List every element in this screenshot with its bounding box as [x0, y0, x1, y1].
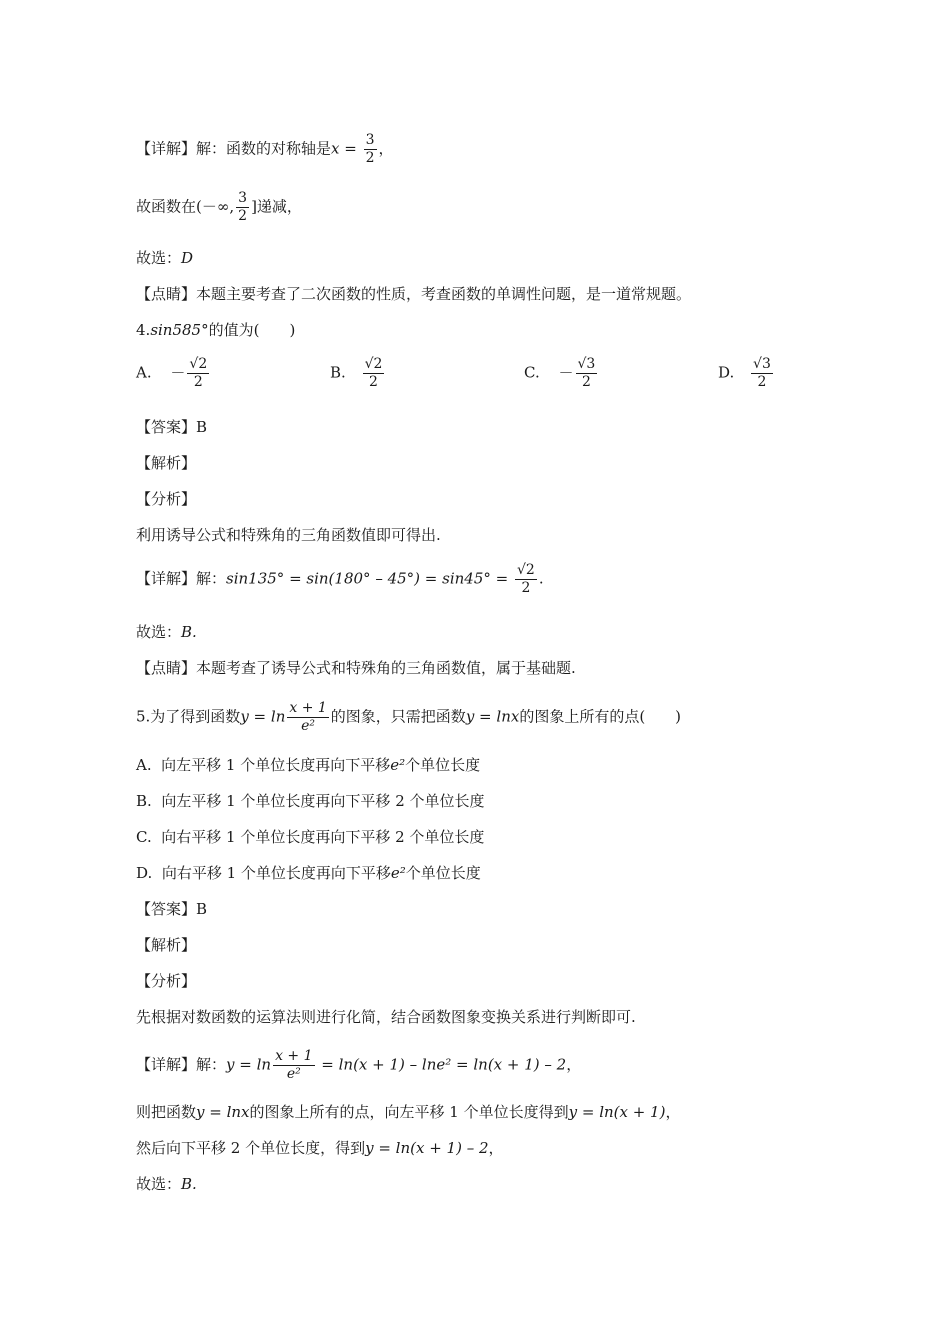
q5-stem-fn: y = lnx [465, 707, 520, 726]
q5-detail-lhs: y = ln [226, 1055, 272, 1074]
q4-stem-num: 4. [136, 321, 151, 339]
q4-option-num: √3 [577, 356, 596, 372]
q4-option-num: √3 [753, 356, 771, 372]
q4-analysis-heading: 【解析】 [136, 454, 197, 472]
q4-option-letter: A. [136, 363, 152, 382]
q4-detail-fraction [515, 562, 537, 597]
q4-choose-line [136, 622, 197, 642]
q4-stem-rest: 的值为( ) [208, 321, 296, 339]
q3-axis-eq: = [339, 139, 362, 158]
q4-choose: 故选： [136, 623, 182, 641]
q5-analysis-heading: 【解析】 [136, 936, 197, 954]
q5-option-c [136, 827, 484, 847]
q5-option-text: 向右平移 1 个单位长度再向下平移 2 个单位长度 [161, 828, 485, 846]
q3-interval-close: ] [251, 197, 257, 216]
q4-option-den: 2 [369, 374, 378, 390]
q5-stem-fraction [287, 700, 328, 735]
q5-analysis-text: 先根据对数函数的运算法则进行化简，结合函数图象变换关系进行判断即可. [136, 1008, 636, 1026]
q5-option-text-tail: 个单位长度 [405, 756, 481, 774]
q4-detail-end: . [538, 569, 544, 588]
q3-monotone-line [136, 190, 302, 225]
q3-detail-line [136, 132, 394, 167]
q5-stem-prefix: 5.为了得到函数 [136, 707, 241, 726]
q4-option-fraction [751, 356, 773, 391]
q5-option-letter: D. [136, 864, 153, 882]
q3-mono-suffix: 递减， [256, 197, 302, 216]
q5-detail-prefix: 【详解】解： [136, 1055, 227, 1074]
q4-detail-den: 2 [521, 580, 531, 596]
q4-option-a [136, 356, 211, 391]
q5-option-a [136, 755, 480, 775]
q3-choose-line [136, 248, 193, 268]
q3-interval-num: 3 [238, 190, 248, 206]
q4-option-num: √2 [364, 356, 383, 372]
q3-axis-den: 2 [365, 150, 375, 166]
q4-detail-prefix: 【详解】解： [136, 569, 227, 588]
q5-step2-text: 然后向下平移 2 个单位长度，得到 [136, 1139, 366, 1157]
q3-interval-den: 2 [238, 208, 248, 224]
q4-option-letter: D. [718, 363, 735, 382]
q3-choose-answer: D [181, 249, 194, 267]
q4-stem [136, 320, 295, 340]
q5-detail-end: ， [566, 1055, 582, 1074]
q3-axis-fraction [364, 132, 377, 167]
q5-stem-end: 的图象上所有的点( ) [519, 707, 682, 726]
q5-choose-line [136, 1174, 197, 1194]
q4-option-d [718, 356, 775, 391]
q4-option-den: 2 [581, 374, 591, 390]
q3-axis-end: ， [378, 139, 394, 158]
q5-step1-text: 则把函数 [136, 1103, 197, 1121]
q3-interval-fraction [236, 190, 249, 225]
q3-detail-prefix: 【详解】解：函数的对称轴是 [136, 139, 332, 158]
q5-stem [136, 700, 681, 735]
q5-step1-end: ， [665, 1103, 681, 1121]
q5-option-text: 向左平移 1 个单位长度再向下平移 2 个单位长度 [161, 792, 485, 810]
q3-mono-prefix: 故函数在 [136, 197, 197, 216]
q5-option-text: 向右平移 1 个单位长度再向下平移 [161, 864, 391, 882]
q4-stem-expr: sin585° [150, 321, 209, 339]
q5-step1-line [136, 1102, 680, 1122]
q4-analysis-subheading: 【分析】 [136, 490, 197, 508]
q5-answer: 【答案】B [136, 900, 208, 918]
q5-stem-lhs: y = ln [240, 707, 286, 726]
q5-option-b [136, 791, 485, 811]
q5-detail-den: e² [286, 1066, 301, 1082]
q4-option-fraction [363, 356, 385, 391]
q3-axis-lhs: x [331, 139, 340, 158]
q5-option-d [136, 863, 481, 883]
q4-option-b [330, 356, 386, 391]
q4-detail-line [136, 562, 544, 597]
q3-choose: 故选： [136, 249, 182, 267]
q4-option-letter: C. [524, 363, 540, 382]
q5-option-text: 向左平移 1 个单位长度再向下平移 [161, 756, 391, 774]
q4-option-den: 2 [757, 374, 767, 390]
q5-detail-fraction [273, 1048, 314, 1083]
q5-option-expr: e² [390, 756, 406, 774]
q4-option-fraction [576, 356, 598, 391]
q5-stem-mid: 的图象，只需把函数 [330, 707, 466, 726]
q3-interval-open: (－∞, [196, 197, 235, 216]
q4-analysis-text: 利用诱导公式和特殊角的三角函数值即可得出. [136, 526, 441, 544]
q5-option-letter: C. [136, 828, 152, 846]
q4-detail-expr: sin135° = sin(180° – 45°) = sin45° = [226, 569, 513, 588]
q5-option-expr: e² [390, 864, 406, 882]
q5-choose-answer: B. [181, 1175, 197, 1193]
q4-detail-num: √2 [516, 562, 535, 578]
q5-detail-rhs: = ln(x + 1) – lne² = ln(x + 1) – 2 [316, 1055, 567, 1074]
q4-option-sign: － [170, 363, 186, 382]
q5-stem-den: e² [301, 718, 316, 734]
q4-option-den: 2 [193, 374, 203, 390]
q4-option-num: √2 [189, 356, 208, 372]
q5-detail-line [136, 1048, 581, 1083]
q5-detail-num: x + 1 [275, 1048, 313, 1064]
q4-option-fraction [187, 356, 209, 391]
q5-step2-result: y = ln(x + 1) – 2 [365, 1139, 489, 1157]
q4-option-sign: － [558, 363, 574, 382]
q5-choose: 故选： [136, 1175, 182, 1193]
q4-remark: 【点睛】本题考查了诱导公式和特殊角的三角函数值，属于基础题. [136, 659, 576, 677]
q3-axis-num: 3 [365, 132, 375, 148]
q5-stem-num: x + 1 [289, 700, 327, 716]
q5-option-letter: A. [136, 756, 152, 774]
q4-choose-answer: B. [181, 623, 197, 641]
q5-step1-result: y = ln(x + 1) [568, 1103, 666, 1121]
q5-step1-text-tail: 的图象上所有的点，向左平移 1 个单位长度得到 [249, 1103, 569, 1121]
q5-step1-fn: y = lnx [196, 1103, 250, 1121]
q4-answer: 【答案】B [136, 418, 208, 436]
q5-analysis-subheading: 【分析】 [136, 972, 197, 990]
q5-option-letter: B. [136, 792, 152, 810]
q5-option-text-tail: 个单位长度 [405, 864, 481, 882]
q5-step2-line [136, 1138, 504, 1158]
q3-remark: 【点睛】本题主要考查了二次函数的性质，考查函数的单调性问题，是一道常规题。 [136, 285, 692, 303]
q4-option-c [524, 356, 599, 391]
q5-step2-end: ， [488, 1139, 504, 1157]
q4-option-letter: B. [330, 363, 346, 382]
